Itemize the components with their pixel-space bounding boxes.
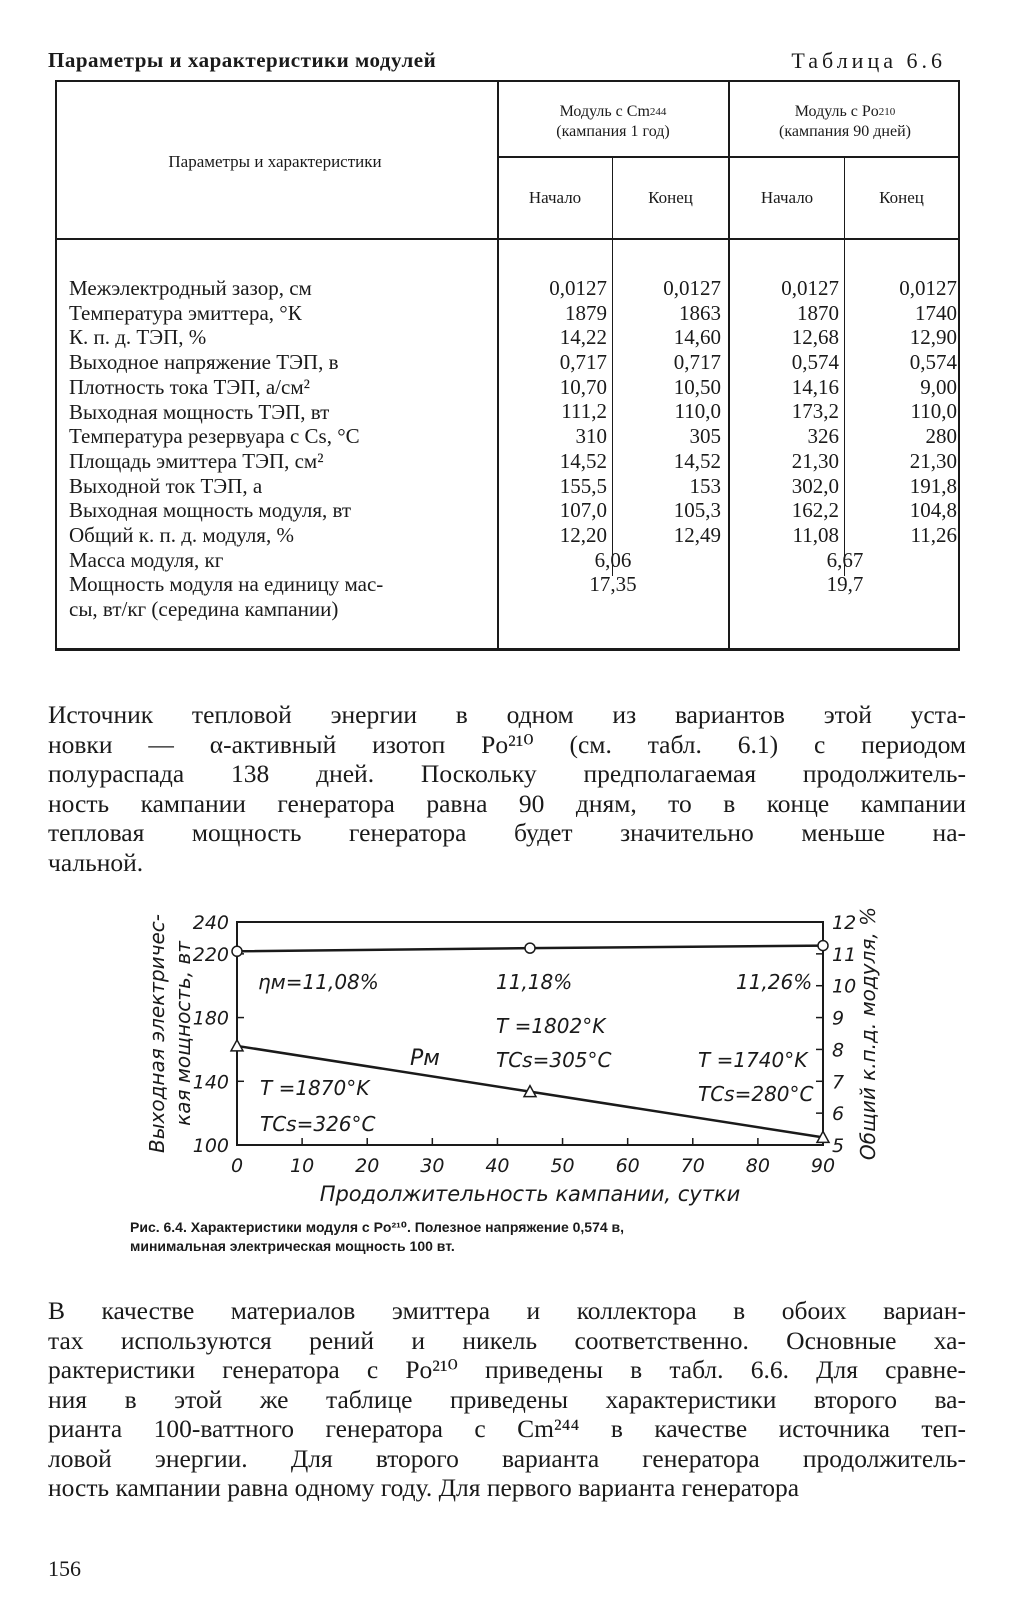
y-left-axis-label: Выходная электричес- <box>145 914 169 1153</box>
x-tick-label: 90 <box>810 1155 836 1177</box>
paragraph-line: ность кампании равна одному году. Для первого варианта генератора <box>48 1473 800 1502</box>
y-right-axis-label: Общий к.п.д. модуля, % <box>856 906 880 1161</box>
table-cell: 0,0127 <box>549 276 607 300</box>
table-cell: 12,68 <box>791 325 839 350</box>
table-cell: 1863 <box>679 300 721 325</box>
y-right-tick-label: 6 <box>832 1103 845 1126</box>
mass-label: Масса модуля, кг <box>69 547 224 572</box>
table-cell: 0,574 <box>909 350 957 375</box>
data-point <box>232 946 242 956</box>
table-cell: 10,50 <box>673 374 721 399</box>
chart-figure <box>130 905 890 1210</box>
paragraph-1 <box>48 700 966 877</box>
table-cell: 11,26 <box>910 522 957 547</box>
specific-power-label: Мощность модуля на единицу мас- <box>69 572 384 597</box>
caption-line-1: Рис. 6.4. Характеристики модуля с Po²¹⁰. Полезное напряжение 0,574 в, <box>130 1219 625 1235</box>
table-cell: 21,30 <box>791 448 839 473</box>
y-right-tick-label: 9 <box>832 1007 845 1030</box>
y-left-tick-label: 140 <box>192 1071 229 1094</box>
y-left-tick-label: 180 <box>192 1007 229 1030</box>
paragraph-2 <box>48 1296 966 1503</box>
group-subheader-rule <box>497 156 960 158</box>
y-right-tick-label: 5 <box>832 1135 845 1157</box>
y-right-tick-label: 7 <box>832 1071 845 1094</box>
group-po-sup: 210 <box>878 106 896 118</box>
cm-subcolumn-rule <box>612 156 613 576</box>
param-label: Выходной ток ТЭП, а <box>69 473 263 498</box>
table-cell: 0,717 <box>559 350 607 375</box>
chart-svg <box>130 905 890 1210</box>
table-top-rule <box>55 80 960 82</box>
table-cell: 105,3 <box>673 498 721 523</box>
table-cell: 14,16 <box>791 374 839 399</box>
table-cell: 302,0 <box>791 473 839 498</box>
paragraph-line: ность кампании генератора равна 90 дням, то в конце кампании <box>48 788 966 818</box>
annotation-t-mid: T =1802°K <box>496 1014 606 1038</box>
table-cell: 12,90 <box>909 325 957 350</box>
y-left-tick-label: 220 <box>192 943 229 966</box>
y-right-tick-label: 11 <box>832 943 857 966</box>
table-bottom-rule <box>55 648 960 651</box>
x-tick-label: 60 <box>615 1155 640 1177</box>
annotation-eta-end: 11,26% <box>736 970 813 994</box>
paragraph-line: тепловая мощность генератора будет значительно меньше на- <box>48 818 966 847</box>
group-cm-sup: 244 <box>649 106 667 118</box>
table-cell: 9,00 <box>920 374 957 399</box>
paragraph-line: чальной. <box>48 847 144 877</box>
annotation-tcs-start: TCs=326°C <box>260 1112 376 1136</box>
caption-line-2: минимальная электрическая мощность 100 вт. <box>130 1238 455 1254</box>
table-cell: 14,22 <box>559 325 607 350</box>
cm-start-column <box>503 276 607 548</box>
table-cell: 0,574 <box>791 350 839 375</box>
table-cell: 162,2 <box>791 498 839 523</box>
x-tick-label: 80 <box>745 1155 770 1177</box>
table-cell: 10,70 <box>559 374 607 399</box>
table-title: Параметры и характеристики модулей <box>48 48 437 72</box>
table-cell: 0,0127 <box>899 276 957 300</box>
page-number: 156 <box>48 1556 81 1581</box>
table-cell: 280 <box>925 424 957 449</box>
y-left-axis-label: кая мощность, вт <box>171 941 195 1126</box>
table-cell: 173,2 <box>791 399 839 424</box>
table-header-row <box>48 48 968 78</box>
cm-end-header: Конец <box>648 188 693 207</box>
annotation-tcs-end: TCs=280°C <box>698 1082 814 1106</box>
table-cell: 14,60 <box>673 325 721 350</box>
paragraph-line: тах используются рений и никель соответственно. Основные ха- <box>48 1325 966 1355</box>
table-cell: 14,52 <box>673 448 721 473</box>
po-start-column <box>735 276 839 548</box>
paragraph-line: рианта 100-ваттного генератора с Cm²⁴⁴ в качестве источника теп- <box>48 1414 966 1443</box>
parameters-table <box>55 80 960 652</box>
x-tick-label: 0 <box>230 1155 244 1177</box>
param-label: Плотность тока ТЭП, а/см² <box>69 374 310 399</box>
group-header-cm <box>498 102 728 142</box>
cm-start-header: Начало <box>528 188 582 207</box>
table-cell: 14,52 <box>559 448 607 473</box>
annotation-eta-mid: 11,18% <box>496 970 573 994</box>
paragraph-line: Источник тепловой энергии в одном из вариантов этой уста- <box>48 700 966 729</box>
param-label: К. п. д. ТЭП, % <box>69 325 207 350</box>
paragraph-line: В качестве материалов эмиттера и коллектора в обоих вариан- <box>48 1296 966 1325</box>
annotation-t-start: T =1870°K <box>260 1076 370 1100</box>
table-cell: 107,0 <box>559 498 607 523</box>
po-end-header: Конец <box>879 188 924 207</box>
mass-cm: 6,06 <box>594 547 632 572</box>
x-tick-label: 40 <box>485 1155 510 1177</box>
table-cell: 104,8 <box>909 498 957 523</box>
paragraph-line: ловой энергии. Для второго варианта генератора продолжитель- <box>48 1443 966 1473</box>
param-label: Площадь эмиттера ТЭП, см² <box>69 448 324 473</box>
table-cell: 1879 <box>565 300 607 325</box>
po-subcolumn-rule <box>844 156 845 576</box>
table-label: Таблица 6.6 <box>791 48 946 73</box>
annotation-t-end: T =1740°K <box>698 1048 808 1072</box>
annotation-tcs-mid: TCs=305°C <box>496 1048 612 1072</box>
table-cell: 326 <box>807 424 839 449</box>
group-po-line2: (кампания 90 дней) <box>779 123 911 140</box>
data-point <box>818 941 828 951</box>
table-cell: 21,30 <box>909 448 957 473</box>
table-cell: 0,0127 <box>781 276 839 300</box>
table-cell: 110,0 <box>910 399 957 424</box>
x-tick-label: 70 <box>680 1155 705 1177</box>
x-axis-label: Продолжительность кампании, сутки <box>319 1182 741 1206</box>
table-cell: 153 <box>689 473 721 498</box>
data-point <box>525 943 535 953</box>
param-label: Общий к. п. д. модуля, % <box>69 523 294 548</box>
param-label: Выходная мощность ТЭП, вт <box>69 399 330 424</box>
figure-caption <box>130 1218 900 1256</box>
y-right-tick-label: 10 <box>832 975 857 998</box>
cm-end-column <box>617 276 721 548</box>
y-right-tick-label: 8 <box>832 1039 845 1062</box>
table-left-rule <box>55 80 57 648</box>
table-cell: 110,0 <box>674 399 721 424</box>
header-bottom-rule <box>55 238 960 240</box>
po-end-column <box>849 276 957 548</box>
paragraph-line: новки — α-активный изотоп Po²¹⁰ (см. табл. 6.1) с периодом <box>48 729 966 759</box>
x-tick-label: 10 <box>290 1155 315 1177</box>
table-cell: 191,8 <box>909 473 957 498</box>
param-label: Межэлектродный зазор, см <box>69 276 312 300</box>
specific-power-label-cont: сы, вт/кг (середина кампании) <box>69 597 339 622</box>
y-left-tick-label: 240 <box>192 912 229 934</box>
table-cell: 310 <box>575 424 607 449</box>
param-column <box>69 276 509 622</box>
table-cell: 0,717 <box>673 350 721 375</box>
table-cell: 1870 <box>797 300 839 325</box>
paragraph-line: полураспада 138 дней. Поскольку предполагаемая продолжитель- <box>48 759 966 788</box>
table-cell: 12,49 <box>673 522 721 547</box>
group-cm-line2: (кампания 1 год) <box>556 123 670 140</box>
table-cell: 12,20 <box>559 522 607 547</box>
annotation-series-label: Pм <box>410 1046 440 1071</box>
x-tick-label: 30 <box>420 1155 445 1177</box>
table-cell: 111,2 <box>561 399 607 424</box>
mass-po: 6,67 <box>826 547 864 572</box>
table-cell: 11,08 <box>792 522 839 547</box>
group-header-po <box>730 102 960 142</box>
group-cm-line1: Модуль с Cm <box>559 103 650 120</box>
paragraph-line: рактеристики генератора с Po²¹⁰ приведены в табл. 6.6. Для сравне- <box>48 1355 966 1384</box>
param-label: Выходная мощность модуля, вт <box>69 498 352 523</box>
y-left-tick-label: 100 <box>192 1135 229 1157</box>
param-label: Температура эмиттера, °К <box>69 300 302 325</box>
specific-power-cm: 17,35 <box>589 572 637 597</box>
table-cell: 1740 <box>915 300 957 325</box>
param-label: Температура резервуара с Cs, °С <box>69 424 360 449</box>
x-tick-label: 50 <box>550 1155 575 1177</box>
y-right-tick-label: 12 <box>832 912 857 934</box>
table-cell: 305 <box>689 424 721 449</box>
param-header: Параметры и характеристики <box>168 152 382 171</box>
table-cell: 155,5 <box>559 473 607 498</box>
specific-power-po: 19,7 <box>826 572 864 597</box>
x-tick-label: 20 <box>355 1155 380 1177</box>
po-start-header: Начало <box>760 188 814 207</box>
table-cell: 0,0127 <box>663 276 721 300</box>
param-label: Выходное напряжение ТЭП, в <box>69 350 339 375</box>
annotation-eta-start: ηм=11,08% <box>258 970 379 994</box>
paragraph-line: ния в этой же таблице приведены характеристики второго ва- <box>48 1384 966 1414</box>
group-po-line1: Модуль с Po <box>794 103 879 120</box>
